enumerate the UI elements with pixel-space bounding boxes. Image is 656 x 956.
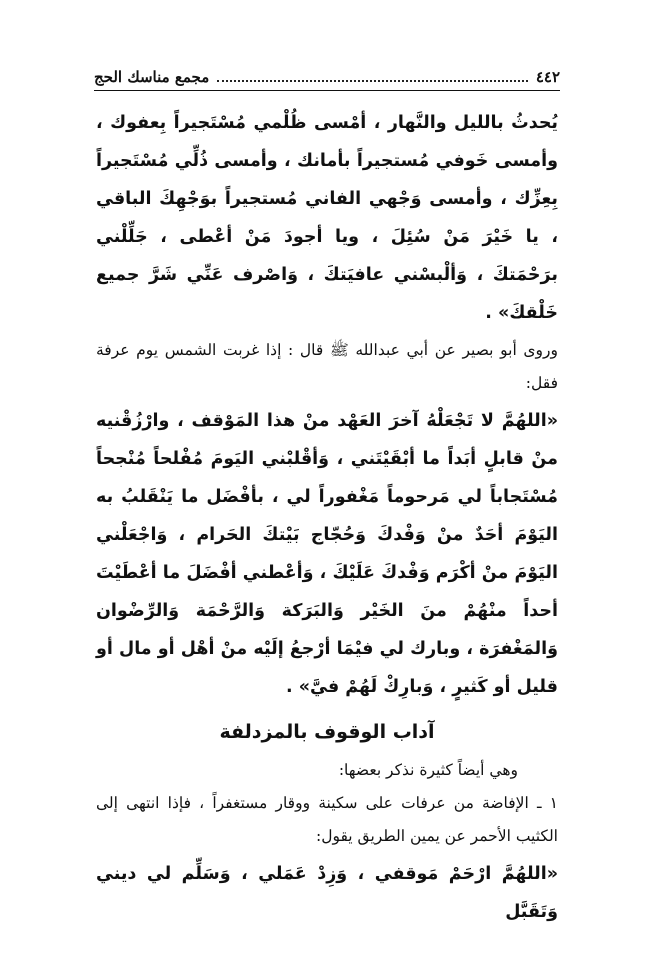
page-number: ٤٤٢ [535, 68, 560, 86]
prayer-paragraph-2: «اللهُمَّ لا تَجْعَلْهُ آخرَ العَهْد منْ هذا المَوْقف ، وارْزُقْنيه منْ قابلٍ أبَداً ما أبْقَيْتَني ، وَأقْلبْني اليَومَ مُفْلحاً مُنْجحاً مُسْتَجاباً لي مَرحوماً مَغْفوراً لي ، بأفْضَل ما يَنْقَلبُ به اليَوْمَ أحَدٌ منْ وَفْدكَ وَحُجّاج بَيْتكَ الحَرام ، وَاجْعَلْني اليَوْمَ منْ أكْرَم وَفْدكَ عَلَيْكَ ، وَأعْطني أفْضَلَ ما أعْطَيْتَ أحداً منْهُمْ منَ الخَيْر وَالبَرَكة وَالرَّحْمَة وَالرِّضْوان وَالمَغْفرَة ، وبارك لي فيْمَا أرْجعُ إلَيْه منْ أهْل أو مال أو قليل أو كَثيرٍ ، وَبارِكْ لَهُمْ فيَّ» . [96, 411, 558, 697]
narration-paragraph-3: ١ ـ الإفاضة من عرفات على سكينة ووقار مستغفراً ، فإذا انتهى إلى الكثيب الأحمر عن يمين الطريق يقول: [96, 794, 558, 845]
book-title: مجمع مناسك الحج [94, 68, 210, 86]
narration-paragraph-2: وهي أيضاً كثيرة نذكر بعضها: [338, 761, 518, 779]
header-rule [94, 90, 560, 91]
prayer-paragraph-3: «اللهُمَّ ارْحَمْ مَوقفي ، وَزِدْ عَمَلي ، وَسَلِّم لي ديني وَتَقَبَّل [96, 864, 558, 922]
header-dot-leader [217, 80, 528, 82]
page-body [96, 104, 558, 931]
section-heading: آداب الوقوف بالمزدلفة [219, 721, 435, 743]
prayer-paragraph-1: يُحدثُ بالليل والنَّهار ، أمْسى ظُلْمي مُسْتَجيراً بِعفوك ، وأمسى خَوفي مُستجيراً بأمانك ، وأمسى ذُلِّي مُسْتَجيراً بِعِزِّك ، وأمسى وَجْهي الفاني مُستجيراً بوَجْهِكَ الباقي ، يا خَيْرَ مَنْ سُئِلَ ، ويا أجودَ مَنْ أعْطى ، جَلِّلْني برَحْمَتكَ ، وَألْبسْني عافيَتكَ ، وَاصْرف عَنِّي شَرَّ جميع خَلْقكَ» . [96, 113, 558, 323]
running-header [94, 62, 560, 86]
narration-paragraph-1: وروى أبو بصير عن أبي عبدالله ﷺ قال : إذا غربت الشمس يوم عرفة فقل: [96, 341, 558, 392]
